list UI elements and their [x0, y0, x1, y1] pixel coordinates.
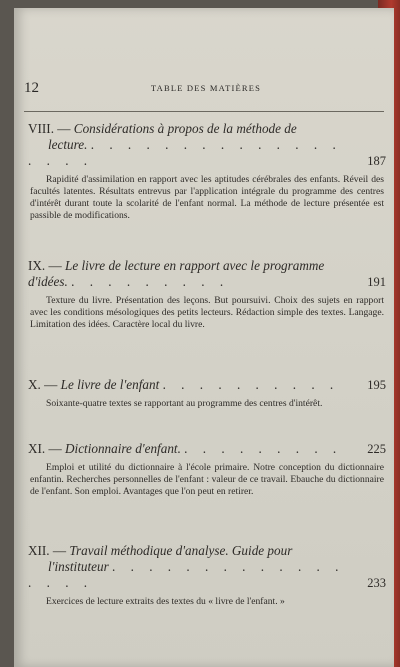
- running-title: TABLE DES MATIÈRES: [150, 83, 262, 93]
- entry-page: 191: [367, 275, 386, 289]
- entry-title-text: Dictionnaire d'enfant.: [65, 441, 181, 456]
- header-rule: [24, 111, 384, 112]
- entry-title-text-cont: l'instituteur: [48, 559, 109, 574]
- entry-page: 225: [367, 442, 386, 456]
- entry-title: [28, 258, 386, 290]
- toc-entry-xii: [28, 543, 386, 608]
- entry-numeral: XII. —: [28, 543, 67, 558]
- toc-entry-xi: [28, 441, 386, 498]
- entry-title: [28, 377, 386, 393]
- entry-title-text: Considérations à propos de la méthode de: [73, 121, 297, 136]
- entry-summary: Emploi et utilité du dictionnaire à l'école primaire. Notre conception du dictionnaire enfantin. Recherches personnelles de l'enfant : valeur de ce travail. Ebauche du dictionnaire de l'enfant. Son emploi. Avantages que l'on peut en retirer.: [30, 462, 384, 498]
- entry-summary: Texture du livre. Présentation des leçons. But poursuivi. Choix des sujets en rapport avec les conditions mésologiques des petits lecteurs. Rédaction simple des textes. Langage. Limitation des idées. Caractère local du livre.: [30, 295, 384, 331]
- entry-title-text-cont: lecture.: [48, 137, 88, 152]
- entry-title: [28, 441, 386, 457]
- entry-numeral: XI. —: [28, 441, 62, 456]
- leader-dots: . . . . . . . . . . . . . . . . .: [28, 559, 345, 590]
- toc-entry-ix: [28, 258, 386, 331]
- entry-numeral: X. —: [28, 377, 58, 392]
- leader-dots: . . . . . . . . .: [71, 274, 230, 289]
- entry-page: 195: [367, 378, 386, 392]
- leader-dots: . . . . . . . . . . . . . . . . . .: [28, 137, 342, 168]
- entry-summary: Rapidité d'assimilation en rapport avec les aptitudes cérébrales des enfants. Réveil des facultés latentes. Résultats entrevus par l'application intégrale du programme des centres d'intérêt durant toute la scolarité de l'enfant normal. La méthode de lecture présentée est passible de modifications.: [30, 174, 384, 222]
- entry-title-text: Le livre de lecture en rapport avec le programme d'idées.: [28, 258, 325, 289]
- page-header: [24, 80, 388, 102]
- entry-page: 187: [367, 154, 386, 168]
- entry-title: [28, 121, 386, 169]
- entry-numeral: VIII. —: [28, 121, 71, 136]
- entry-title-text: Travail méthodique d'analyse. Guide pour: [69, 543, 293, 558]
- toc-entry-x: [28, 377, 386, 410]
- leader-dots: . . . . . . . . .: [184, 441, 343, 456]
- page-number: 12: [24, 80, 39, 96]
- toc-entry-viii: [28, 121, 386, 222]
- entry-summary: Exercices de lecture extraits des textes du « livre de l'enfant. »: [46, 596, 285, 607]
- entry-numeral: IX. —: [28, 258, 62, 273]
- entry-page: 233: [367, 576, 386, 590]
- entry-summary: Soixante-quatre textes se rapportant au programme des centres d'intérêt.: [46, 398, 323, 409]
- leader-dots: . . . . . . . . . .: [162, 377, 340, 392]
- entry-title-text: Le livre de l'enfant: [60, 377, 160, 392]
- entry-title: [28, 543, 386, 591]
